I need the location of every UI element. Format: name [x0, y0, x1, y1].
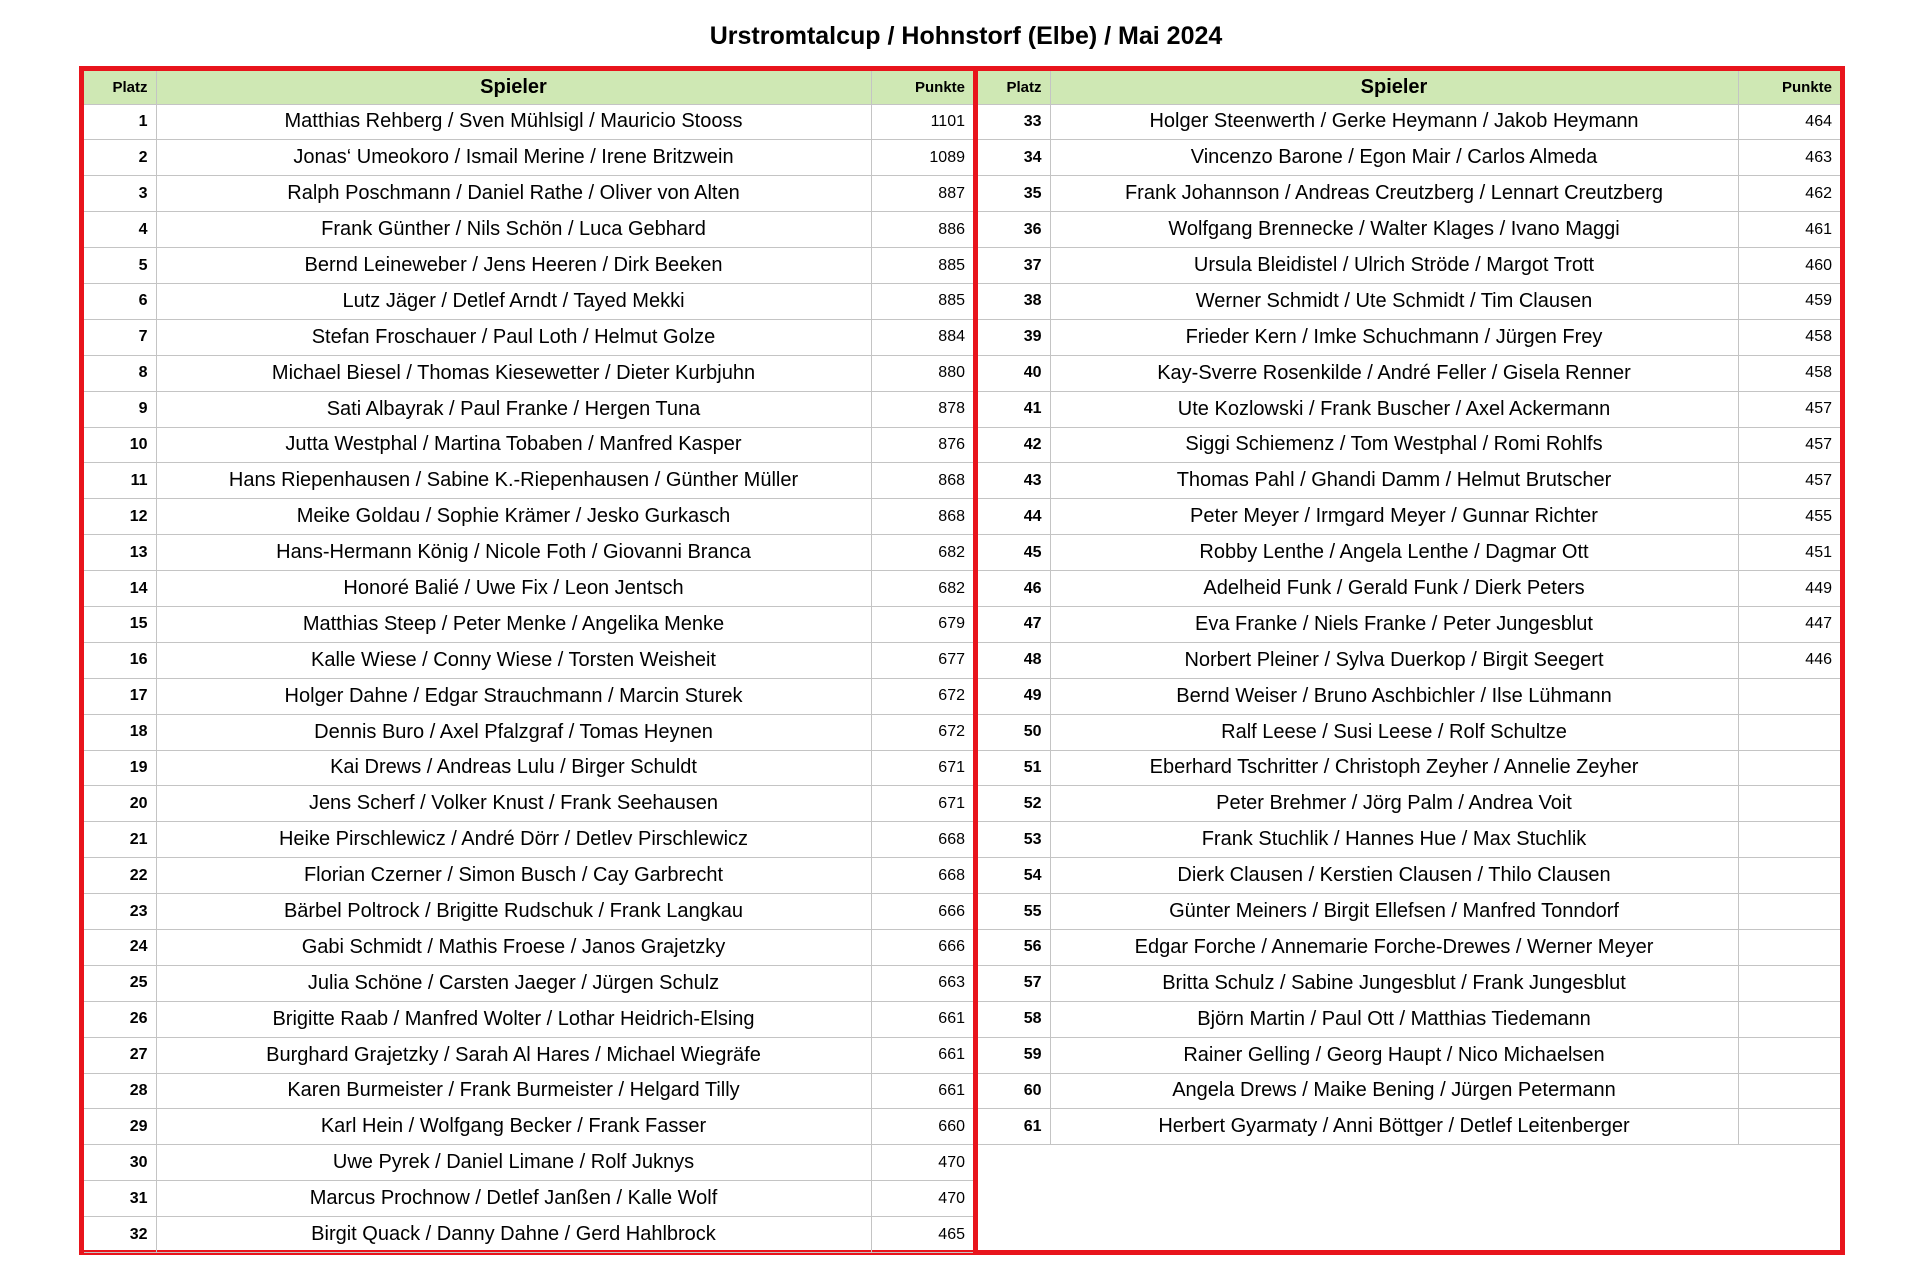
table-row [84, 1001, 973, 1037]
players-cell: Ute Kozlowski / Frank Buscher / Axel Ackermann [1050, 391, 1738, 427]
rank-cell: 47 [978, 606, 1050, 642]
rank-cell: 55 [978, 894, 1050, 930]
players-cell: Peter Meyer / Irmgard Meyer / Gunnar Richter [1050, 499, 1738, 535]
table-row [978, 319, 1840, 355]
table-row [84, 642, 973, 678]
points-cell: 672 [871, 678, 973, 714]
players-cell: Rainer Gelling / Georg Haupt / Nico Michaelsen [1050, 1037, 1738, 1073]
players-cell: Karl Hein / Wolfgang Becker / Frank Fasser [156, 1109, 871, 1145]
header-platz: Platz [978, 71, 1050, 104]
points-cell: 461 [1738, 212, 1840, 248]
players-cell: Kai Drews / Andreas Lulu / Birger Schuldt [156, 750, 871, 786]
table-row [978, 606, 1840, 642]
points-cell: 876 [871, 427, 973, 463]
points-cell: 458 [1738, 319, 1840, 355]
players-cell: Edgar Forche / Annemarie Forche-Drewes / Werner Meyer [1050, 929, 1738, 965]
table-row [978, 858, 1840, 894]
players-cell: Matthias Rehberg / Sven Mühlsigl / Mauricio Stooss [156, 104, 871, 140]
rank-cell: 61 [978, 1109, 1050, 1145]
rank-cell: 5 [84, 248, 156, 284]
table-row [978, 176, 1840, 212]
table-row [84, 1073, 973, 1109]
players-cell: Frank Stuchlik / Hannes Hue / Max Stuchlik [1050, 822, 1738, 858]
rank-cell: 22 [84, 858, 156, 894]
players-cell: Britta Schulz / Sabine Jungesblut / Frank Jungesblut [1050, 965, 1738, 1001]
header-spieler: Spieler [1050, 71, 1738, 104]
rank-cell: 38 [978, 283, 1050, 319]
points-cell: 666 [871, 929, 973, 965]
table-row [84, 786, 973, 822]
rank-cell: 52 [978, 786, 1050, 822]
points-cell [1738, 822, 1840, 858]
rank-cell: 33 [978, 104, 1050, 140]
players-cell: Honoré Balié / Uwe Fix / Leon Jentsch [156, 571, 871, 607]
table-row [978, 678, 1840, 714]
table-row [84, 571, 973, 607]
table-row [84, 1181, 973, 1217]
points-cell: 671 [871, 750, 973, 786]
table-row [84, 463, 973, 499]
table-row [84, 750, 973, 786]
table-row [84, 499, 973, 535]
table-row [84, 822, 973, 858]
points-cell: 462 [1738, 176, 1840, 212]
table-row [978, 427, 1840, 463]
table-row [978, 535, 1840, 571]
players-cell: Frieder Kern / Imke Schuchmann / Jürgen Frey [1050, 319, 1738, 355]
players-cell: Peter Brehmer / Jörg Palm / Andrea Voit [1050, 786, 1738, 822]
rank-cell: 25 [84, 965, 156, 1001]
table-row [978, 1037, 1840, 1073]
players-cell: Karen Burmeister / Frank Burmeister / Helgard Tilly [156, 1073, 871, 1109]
points-cell [1738, 750, 1840, 786]
rank-cell: 30 [84, 1145, 156, 1181]
rank-cell: 31 [84, 1181, 156, 1217]
table-row [84, 1109, 973, 1145]
points-cell: 457 [1738, 463, 1840, 499]
players-cell: Herbert Gyarmaty / Anni Böttger / Detlef Leitenberger [1050, 1109, 1738, 1145]
players-cell: Brigitte Raab / Manfred Wolter / Lothar Heidrich-Elsing [156, 1001, 871, 1037]
header-punkte: Punkte [871, 71, 973, 104]
players-cell: Ursula Bleidistel / Ulrich Ströde / Margot Trott [1050, 248, 1738, 284]
points-cell [1738, 1001, 1840, 1037]
points-cell: 660 [871, 1109, 973, 1145]
table-row [84, 391, 973, 427]
points-cell: 887 [871, 176, 973, 212]
players-cell: Frank Günther / Nils Schön / Luca Gebhard [156, 212, 871, 248]
rank-cell: 12 [84, 499, 156, 535]
rank-cell: 48 [978, 642, 1050, 678]
players-cell: Bernd Weiser / Bruno Aschbichler / Ilse Lühmann [1050, 678, 1738, 714]
rank-cell: 26 [84, 1001, 156, 1037]
points-cell: 661 [871, 1037, 973, 1073]
players-cell: Sati Albayrak / Paul Franke / Hergen Tuna [156, 391, 871, 427]
points-cell: 663 [871, 965, 973, 1001]
table-row [978, 1073, 1840, 1109]
table-row [84, 965, 973, 1001]
table-row [978, 929, 1840, 965]
points-cell [1738, 786, 1840, 822]
points-cell: 457 [1738, 427, 1840, 463]
table-row [84, 176, 973, 212]
players-cell: Marcus Prochnow / Detlef Janßen / Kalle Wolf [156, 1181, 871, 1217]
rank-cell: 8 [84, 355, 156, 391]
table-row [978, 212, 1840, 248]
points-cell: 868 [871, 463, 973, 499]
table-row [978, 894, 1840, 930]
points-cell: 449 [1738, 571, 1840, 607]
rank-cell: 23 [84, 894, 156, 930]
players-cell: Julia Schöne / Carsten Jaeger / Jürgen Schulz [156, 965, 871, 1001]
players-cell: Dierk Clausen / Kerstien Clausen / Thilo Clausen [1050, 858, 1738, 894]
rank-cell: 43 [978, 463, 1050, 499]
rank-cell: 51 [978, 750, 1050, 786]
points-cell [1738, 965, 1840, 1001]
rank-cell: 16 [84, 642, 156, 678]
rank-cell: 50 [978, 714, 1050, 750]
players-cell: Birgit Quack / Danny Dahne / Gerd Hahlbrock [156, 1217, 871, 1253]
rank-cell: 29 [84, 1109, 156, 1145]
players-cell: Robby Lenthe / Angela Lenthe / Dagmar Ott [1050, 535, 1738, 571]
table-row [84, 104, 973, 140]
points-cell: 668 [871, 858, 973, 894]
points-cell: 458 [1738, 355, 1840, 391]
table-row [84, 283, 973, 319]
table-row [84, 894, 973, 930]
table-row [978, 750, 1840, 786]
table-row [978, 391, 1840, 427]
points-cell [1738, 714, 1840, 750]
players-cell: Vincenzo Barone / Egon Mair / Carlos Almeda [1050, 140, 1738, 176]
points-cell: 1101 [871, 104, 973, 140]
players-cell: Hans Riepenhausen / Sabine K.-Riepenhausen / Günther Müller [156, 463, 871, 499]
header-spieler: Spieler [156, 71, 871, 104]
players-cell: Holger Steenwerth / Gerke Heymann / Jakob Heymann [1050, 104, 1738, 140]
table-row [84, 427, 973, 463]
rank-cell: 4 [84, 212, 156, 248]
players-cell: Norbert Pleiner / Sylva Duerkop / Birgit Seegert [1050, 642, 1738, 678]
rank-cell: 27 [84, 1037, 156, 1073]
rank-cell: 21 [84, 822, 156, 858]
table-row [978, 571, 1840, 607]
points-cell [1738, 678, 1840, 714]
table-row [84, 212, 973, 248]
points-cell: 884 [871, 319, 973, 355]
table-row [978, 463, 1840, 499]
header-platz: Platz [84, 71, 156, 104]
table-row [978, 714, 1840, 750]
results-panel-left [79, 66, 978, 1255]
results-panel-right [973, 66, 1845, 1255]
points-cell: 451 [1738, 535, 1840, 571]
points-cell: 880 [871, 355, 973, 391]
points-cell: 1089 [871, 140, 973, 176]
table-row [978, 822, 1840, 858]
players-cell: Wolfgang Brennecke / Walter Klages / Ivano Maggi [1050, 212, 1738, 248]
rank-cell: 9 [84, 391, 156, 427]
header-row [84, 71, 973, 104]
rank-cell: 36 [978, 212, 1050, 248]
table-row [978, 355, 1840, 391]
points-cell: 878 [871, 391, 973, 427]
points-cell: 661 [871, 1073, 973, 1109]
players-cell: Ralph Poschmann / Daniel Rathe / Oliver von Alten [156, 176, 871, 212]
players-cell: Gabi Schmidt / Mathis Froese / Janos Grajetzky [156, 929, 871, 965]
points-cell: 671 [871, 786, 973, 822]
rank-cell: 13 [84, 535, 156, 571]
table-row [84, 355, 973, 391]
rank-cell: 37 [978, 248, 1050, 284]
rank-cell: 44 [978, 499, 1050, 535]
points-cell: 677 [871, 642, 973, 678]
players-cell: Ralf Leese / Susi Leese / Rolf Schultze [1050, 714, 1738, 750]
header-punkte: Punkte [1738, 71, 1840, 104]
points-cell: 682 [871, 535, 973, 571]
rank-cell: 20 [84, 786, 156, 822]
players-cell: Holger Dahne / Edgar Strauchmann / Marcin Sturek [156, 678, 871, 714]
table-row [978, 283, 1840, 319]
points-cell: 661 [871, 1001, 973, 1037]
rank-cell: 35 [978, 176, 1050, 212]
players-cell: Thomas Pahl / Ghandi Damm / Helmut Brutscher [1050, 463, 1738, 499]
rank-cell: 32 [84, 1217, 156, 1253]
rank-cell: 2 [84, 140, 156, 176]
rank-cell: 53 [978, 822, 1050, 858]
rank-cell: 56 [978, 929, 1050, 965]
results-body-right [978, 104, 1840, 1145]
rank-cell: 15 [84, 606, 156, 642]
rank-cell: 11 [84, 463, 156, 499]
players-cell: Meike Goldau / Sophie Krämer / Jesko Gurkasch [156, 499, 871, 535]
page-title: Urstromtalcup / Hohnstorf (Elbe) / Mai 2024 [709, 22, 1223, 50]
rank-cell: 14 [84, 571, 156, 607]
points-cell: 470 [871, 1181, 973, 1217]
rank-cell: 7 [84, 319, 156, 355]
rank-cell: 28 [84, 1073, 156, 1109]
results-table-right [978, 71, 1840, 1145]
rank-cell: 19 [84, 750, 156, 786]
players-cell: Bärbel Poltrock / Brigitte Rudschuk / Frank Langkau [156, 894, 871, 930]
players-cell: Matthias Steep / Peter Menke / Angelika Menke [156, 606, 871, 642]
table-row [84, 929, 973, 965]
players-cell: Jutta Westphal / Martina Tobaben / Manfred Kasper [156, 427, 871, 463]
points-cell [1738, 929, 1840, 965]
points-cell: 885 [871, 283, 973, 319]
table-row [978, 965, 1840, 1001]
points-cell [1738, 858, 1840, 894]
rank-cell: 6 [84, 283, 156, 319]
points-cell: 470 [871, 1145, 973, 1181]
table-row [84, 319, 973, 355]
players-cell: Bernd Leineweber / Jens Heeren / Dirk Beeken [156, 248, 871, 284]
players-cell: Jens Scherf / Volker Knust / Frank Seehausen [156, 786, 871, 822]
rank-cell: 17 [84, 678, 156, 714]
points-cell: 464 [1738, 104, 1840, 140]
points-cell: 446 [1738, 642, 1840, 678]
table-row [978, 499, 1840, 535]
players-cell: Dennis Buro / Axel Pfalzgraf / Tomas Heynen [156, 714, 871, 750]
table-row [84, 140, 973, 176]
rank-cell: 10 [84, 427, 156, 463]
rank-cell: 49 [978, 678, 1050, 714]
points-cell: 457 [1738, 391, 1840, 427]
header-row [978, 71, 1840, 104]
points-cell: 459 [1738, 283, 1840, 319]
rank-cell: 42 [978, 427, 1050, 463]
players-cell: Günter Meiners / Birgit Ellefsen / Manfred Tonndorf [1050, 894, 1738, 930]
players-cell: Eva Franke / Niels Franke / Peter Jungesblut [1050, 606, 1738, 642]
players-cell: Eberhard Tschritter / Christoph Zeyher / Annelie Zeyher [1050, 750, 1738, 786]
points-cell [1738, 894, 1840, 930]
players-cell: Adelheid Funk / Gerald Funk / Dierk Peters [1050, 571, 1738, 607]
rank-cell: 57 [978, 965, 1050, 1001]
table-row [84, 714, 973, 750]
table-row [978, 140, 1840, 176]
rank-cell: 45 [978, 535, 1050, 571]
table-row [978, 1001, 1840, 1037]
points-cell: 447 [1738, 606, 1840, 642]
points-cell: 463 [1738, 140, 1840, 176]
points-cell: 465 [871, 1217, 973, 1253]
table-row [84, 858, 973, 894]
points-cell: 668 [871, 822, 973, 858]
players-cell: Florian Czerner / Simon Busch / Cay Garbrecht [156, 858, 871, 894]
rank-cell: 18 [84, 714, 156, 750]
rank-cell: 34 [978, 140, 1050, 176]
points-cell [1738, 1109, 1840, 1145]
points-cell: 455 [1738, 499, 1840, 535]
rank-cell: 41 [978, 391, 1050, 427]
results-tables [79, 66, 1845, 1255]
table-row [978, 642, 1840, 678]
players-cell: Angela Drews / Maike Bening / Jürgen Petermann [1050, 1073, 1738, 1109]
points-cell: 679 [871, 606, 973, 642]
rank-cell: 54 [978, 858, 1050, 894]
points-cell [1738, 1037, 1840, 1073]
rank-cell: 60 [978, 1073, 1050, 1109]
table-row [978, 104, 1840, 140]
players-cell: Lutz Jäger / Detlef Arndt / Tayed Mekki [156, 283, 871, 319]
rank-cell: 39 [978, 319, 1050, 355]
results-table-left [84, 71, 973, 1253]
table-row [84, 1037, 973, 1073]
rank-cell: 3 [84, 176, 156, 212]
table-row [84, 1145, 973, 1181]
players-cell: Uwe Pyrek / Daniel Limane / Rolf Juknys [156, 1145, 871, 1181]
players-cell: Heike Pirschlewicz / André Dörr / Detlev Pirschlewicz [156, 822, 871, 858]
table-row [84, 535, 973, 571]
table-row [978, 786, 1840, 822]
points-cell: 666 [871, 894, 973, 930]
players-cell: Kay-Sverre Rosenkilde / André Feller / Gisela Renner [1050, 355, 1738, 391]
points-cell: 672 [871, 714, 973, 750]
rank-cell: 59 [978, 1037, 1050, 1073]
players-cell: Frank Johannson / Andreas Creutzberg / Lennart Creutzberg [1050, 176, 1738, 212]
rank-cell: 24 [84, 929, 156, 965]
players-cell: Siggi Schiemenz / Tom Westphal / Romi Rohlfs [1050, 427, 1738, 463]
players-cell: Werner Schmidt / Ute Schmidt / Tim Clausen [1050, 283, 1738, 319]
table-row [84, 248, 973, 284]
players-cell: Stefan Froschauer / Paul Loth / Helmut Golze [156, 319, 871, 355]
points-cell: 460 [1738, 248, 1840, 284]
points-cell [1738, 1073, 1840, 1109]
points-cell: 868 [871, 499, 973, 535]
table-row [84, 606, 973, 642]
table-row [84, 678, 973, 714]
table-row [978, 248, 1840, 284]
rank-cell: 58 [978, 1001, 1050, 1037]
players-cell: Hans-Hermann König / Nicole Foth / Giovanni Branca [156, 535, 871, 571]
players-cell: Kalle Wiese / Conny Wiese / Torsten Weisheit [156, 642, 871, 678]
points-cell: 682 [871, 571, 973, 607]
rank-cell: 40 [978, 355, 1050, 391]
players-cell: Burghard Grajetzky / Sarah Al Hares / Michael Wiegräfe [156, 1037, 871, 1073]
players-cell: Björn Martin / Paul Ott / Matthias Tiedemann [1050, 1001, 1738, 1037]
points-cell: 886 [871, 212, 973, 248]
rank-cell: 46 [978, 571, 1050, 607]
players-cell: Jonas‘ Umeokoro / Ismail Merine / Irene Britzwein [156, 140, 871, 176]
table-row [978, 1109, 1840, 1145]
players-cell: Michael Biesel / Thomas Kiesewetter / Dieter Kurbjuhn [156, 355, 871, 391]
results-body-left [84, 104, 973, 1253]
points-cell: 885 [871, 248, 973, 284]
table-row [84, 1217, 973, 1253]
rank-cell: 1 [84, 104, 156, 140]
